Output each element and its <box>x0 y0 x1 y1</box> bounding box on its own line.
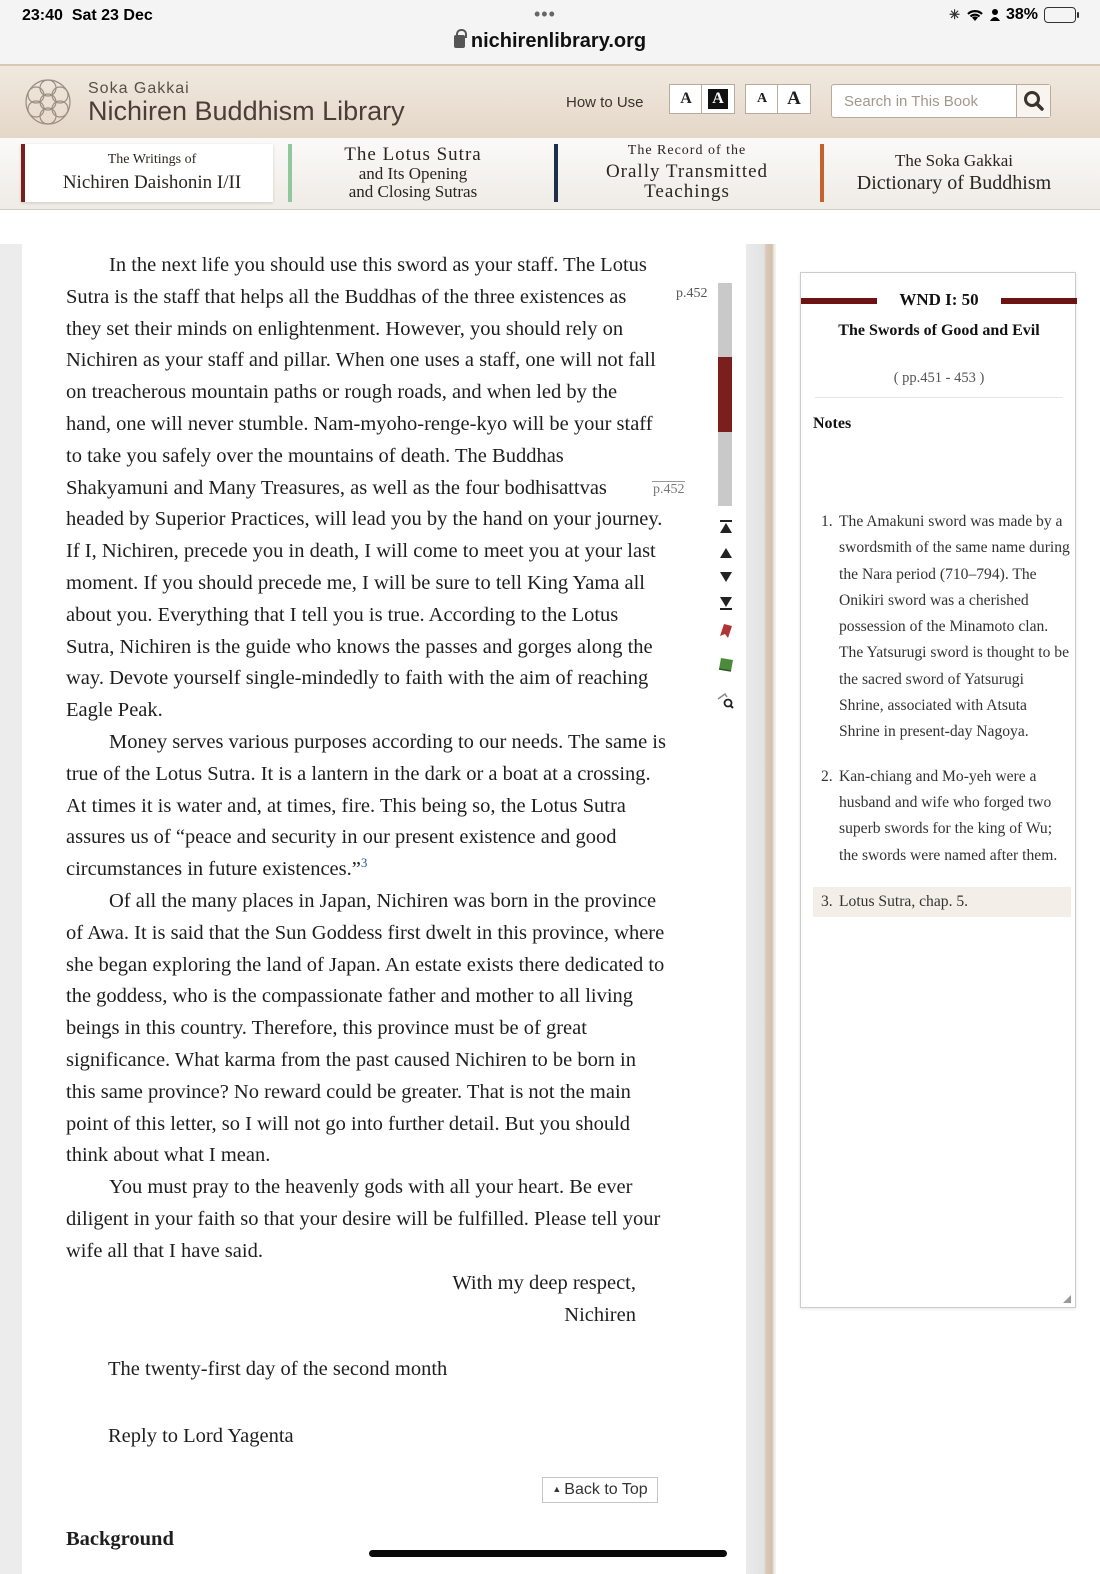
search-icon <box>1017 85 1051 117</box>
closing-signature: Nichiren <box>564 1303 636 1326</box>
book-color-bar <box>820 144 824 202</box>
up-triangle-icon: ▲ <box>552 1484 562 1494</box>
divider-line <box>815 397 1063 398</box>
paragraph-text: four bodhisattvas headed by Superior Practices, will lead you by the hand on your journey. If I, Nichiren, precede you in death, I will come to meet you at your last moment. If you should precede me, I will be sure to tell King Yama all about you. Everything that I tell you is true. According to the Lotus Sutra, Nichiren is the guide who knows the passes and gorges along the way. Devote yourself single-mindedly to faith with the aim of reaching Eagle Peak. <box>66 476 663 722</box>
bookmark-icon[interactable] <box>717 623 735 639</box>
paragraph <box>66 886 666 1172</box>
back-to-top-label: Back to Top <box>564 1481 648 1498</box>
left-gutter <box>0 244 22 1574</box>
next-page-icon[interactable] <box>717 569 735 585</box>
person-icon <box>990 8 1000 22</box>
book-tab-line: and Closing Sutras <box>348 181 478 201</box>
status-time: 23:40 Sat 23 Dec <box>22 7 153 24</box>
search-input[interactable] <box>832 85 1016 117</box>
book-icon[interactable] <box>717 656 735 672</box>
book-tab-line: Dictionary of Buddhism <box>856 171 1052 194</box>
battery-percent: 38% <box>1005 6 1038 23</box>
background-heading: Background <box>66 1528 174 1550</box>
note-text: Lotus Sutra, chap. 5. <box>839 892 969 910</box>
multitasking-dots-icon[interactable]: ••• <box>534 4 556 24</box>
lock-icon <box>454 35 465 48</box>
brand-subtitle: Soka Gakkai <box>88 80 190 97</box>
note-item <box>813 509 1071 746</box>
notes-panel <box>800 272 1076 1308</box>
paragraph-text: In the next life you should use this sword as your staff. The Lotus Sutra is the staff that helps all the Buddhas of the three existences as they set their minds on enlightenment. However, you should rely on Nichiren as your staff and pillar. When one uses a staff, one will not fall on treacherous mountain paths or rough roads, and when led by the hand, one will never stumble. Nam-myoho-renge-kyo will be your staff to take you safely over the mountains of death. The Buddhas Shakyamuni and Many Treasures, as well as the <box>66 254 656 499</box>
note-text: Kan-chiang and Mo-yeh were a husband and wife who forged two superb swords for the king of Wu; the swords were named after them. <box>839 767 1058 864</box>
last-page-icon[interactable] <box>717 595 735 611</box>
note-text: The Amakuni sword was made by a swordsmith of the same name during the Nara period (710–794). The Onikiri sword was a cherished possession of the Minamoto clan. The Yatsurugi sword is thought to be the sacred sword of Yatsurugi Shrine, associated with Atsuta Shrine in present-day Nagoya. <box>839 513 1070 741</box>
site-header <box>0 64 1100 138</box>
font-normal-button[interactable]: A <box>669 84 703 114</box>
book-tab-line: The Record of the <box>627 143 747 159</box>
book-tab-lotus-sutra[interactable] <box>288 144 528 202</box>
page-range: ( pp.451 - 453 ) <box>893 370 985 386</box>
back-to-top-button[interactable] <box>542 1477 658 1503</box>
book-tab-line: The Writings of <box>107 152 197 168</box>
address-bar[interactable] <box>0 30 1100 53</box>
book-tab-writings[interactable] <box>21 144 273 202</box>
url-text: nichirenlibrary.org <box>470 30 647 52</box>
paragraph-text: You must pray to the heavenly gods with all your heart. Be ever diligent in your faith so that your desire will be fulfilled. Please tell your wife all that I have said. <box>66 1176 661 1262</box>
paragraph <box>66 727 666 886</box>
how-to-use-link[interactable]: How to Use <box>566 94 644 111</box>
search-box <box>831 84 1051 118</box>
note-number: 1. <box>821 513 833 530</box>
paragraph <box>66 1172 666 1267</box>
note-number: 3. <box>821 892 833 910</box>
closing <box>66 1268 636 1332</box>
page-scrollbar[interactable] <box>718 283 732 506</box>
loading-spinner-icon: ✳ <box>949 7 960 22</box>
book-color-bar <box>288 144 292 202</box>
book-tab-orally-transmitted[interactable] <box>554 144 810 202</box>
notes-heading: Notes <box>813 415 852 432</box>
prev-page-icon[interactable] <box>717 545 735 561</box>
wnd-reference: WND I: 50 <box>899 290 979 309</box>
book-tab-line: Teachings <box>644 180 730 202</box>
font-small-button[interactable]: A <box>745 84 779 114</box>
book-tab-line: Nichiren Daishonin I/II <box>62 171 242 193</box>
book-color-bar <box>554 144 558 202</box>
writing-title: The Swords of Good and Evil <box>838 322 1040 339</box>
battery-icon <box>1044 7 1076 23</box>
paragraph-text: Money serves various purposes according to our needs. The same is true of the Lotus Sutra. It is a lantern in the dark or a boat at a crossing. At times it is water and, at times, fire. This being so, the Lotus Sutra assures us of “peace and security in our present existence and good circumstances in future existences.” <box>66 730 666 881</box>
note-ref-link[interactable]: 3 <box>360 855 368 871</box>
font-large-button[interactable]: A <box>777 84 811 114</box>
site-title[interactable]: Nichiren Buddhism Library <box>88 96 405 126</box>
zoom-icon[interactable] <box>717 693 735 709</box>
recipient-line: Reply to Lord Yagenta <box>108 1425 294 1447</box>
home-indicator[interactable] <box>369 1550 727 1557</box>
book-tab-line: The Soka Gakkai <box>894 151 1014 171</box>
search-button[interactable] <box>1016 85 1050 117</box>
column-divider <box>746 244 776 1574</box>
page-marker-inline: p.452 <box>653 482 685 497</box>
notes-list <box>813 509 1071 935</box>
note-number: 2. <box>821 767 833 785</box>
book-tab-line: and Its Opening <box>358 164 468 184</box>
note-item-highlighted <box>813 887 1071 917</box>
resize-handle-icon[interactable] <box>1063 1295 1071 1303</box>
page-scrollbar-thumb[interactable] <box>718 357 732 432</box>
soka-gakkai-logo-icon[interactable] <box>18 72 78 132</box>
first-page-icon[interactable] <box>717 519 735 535</box>
book-tab-dictionary[interactable] <box>820 144 1078 202</box>
book-color-bar <box>21 144 25 202</box>
wnd-heading <box>801 289 1077 313</box>
book-tab-line: Orally Transmitted <box>605 160 769 182</box>
wifi-icon <box>966 8 984 22</box>
closing-salutation: With my deep respect, <box>452 1272 636 1294</box>
paragraph-text: Of all the many places in Japan, Nichiren was born in the province of Awa. It is said that the Sun Goddess first dwelt in this province, where she began exploring the land of Japan. An estate exists there dedicated to the goddess, who is the compassionate father and mother to all living beings in this country. Therefore, this province must be of great significance. What karma from the past caused Nichiren to be born in this same province? No reward could be greater. That is not the main point of this letter, so I will not go into further detail. But you should think about what I mean. <box>66 889 665 1167</box>
font-inverted-button[interactable]: A <box>701 84 735 114</box>
letter-text <box>66 250 666 1268</box>
paragraph <box>66 250 666 727</box>
book-navigation <box>0 138 1100 210</box>
status-bar <box>0 0 1100 64</box>
date-line: The twenty-first day of the second month <box>108 1358 448 1380</box>
status-indicators <box>949 6 1076 24</box>
note-item <box>813 764 1071 869</box>
page-marker: p.452 <box>676 286 708 301</box>
book-tab-line: The Lotus Sutra <box>344 144 482 166</box>
